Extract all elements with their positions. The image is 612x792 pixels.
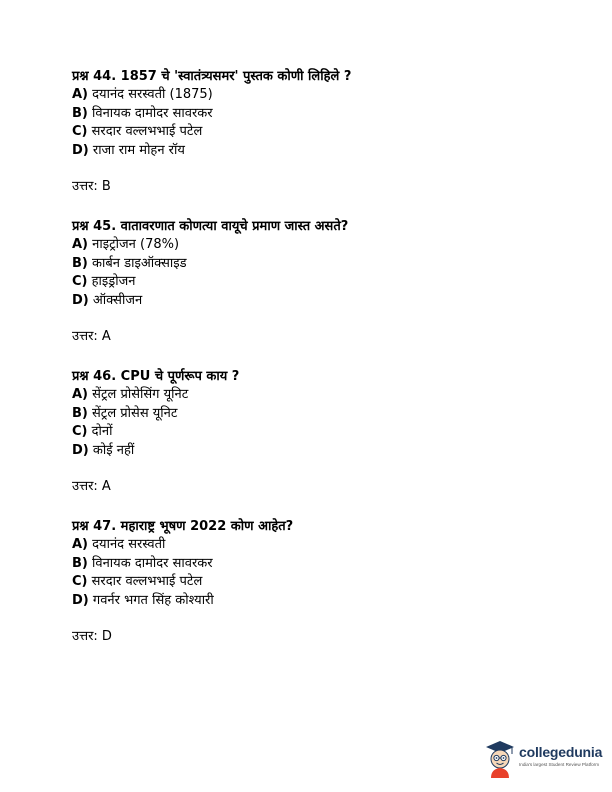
option-text: गवर्नर भगत सिंह कोश्यारी bbox=[92, 592, 214, 608]
option-c bbox=[72, 123, 542, 142]
option-letter: C) bbox=[72, 274, 88, 289]
option-d bbox=[72, 442, 542, 461]
option-text: सरदार वल्लभभाई पटेल bbox=[91, 124, 203, 139]
option-text: विनायक दामोदर सावरकर bbox=[92, 555, 213, 571]
question-title: प्रश्न 44. 1857 चे 'स्वातंत्र्यसमर' पुस्तक कोणी लिहिले ? bbox=[72, 69, 352, 84]
logo-wordmark: collegedunia bbox=[519, 744, 603, 760]
option-letter: A) bbox=[72, 537, 89, 552]
option-text: नाइट्रोजन (78%) bbox=[92, 237, 180, 252]
question-list bbox=[72, 68, 542, 668]
option-b bbox=[72, 405, 542, 424]
option-letter: D) bbox=[72, 592, 89, 608]
answer-line: उत्तर: A bbox=[72, 479, 111, 494]
option-d bbox=[72, 592, 542, 611]
option-text: कार्बन डाइऑक्साइड bbox=[92, 255, 187, 271]
option-text: दोनों bbox=[91, 424, 113, 439]
collegedunia-logo bbox=[483, 738, 607, 778]
option-text: कोई नहीं bbox=[92, 442, 135, 458]
option-letter: B) bbox=[72, 255, 88, 271]
option-letter: A) bbox=[72, 237, 89, 252]
option-c bbox=[72, 273, 542, 292]
option-text: दयानंद सरस्वती (1875) bbox=[92, 87, 213, 102]
option-letter: D) bbox=[72, 142, 89, 158]
question-title: प्रश्न 45. वातावरणात कोणत्या वायूचे प्रमाण जास्त असते? bbox=[72, 219, 349, 234]
option-b bbox=[72, 105, 542, 124]
option-c bbox=[72, 423, 542, 442]
option-letter: B) bbox=[72, 555, 88, 571]
option-letter: C) bbox=[72, 424, 88, 439]
option-text: सेंट्रल प्रोसेस यूनिट bbox=[92, 405, 178, 421]
option-letter: D) bbox=[72, 442, 89, 458]
option-d bbox=[72, 142, 542, 161]
option-text: दयानंद सरस्वती bbox=[92, 537, 166, 552]
question-title: प्रश्न 47. महाराष्ट्र भूषण 2022 कोण आहेत? bbox=[72, 519, 294, 534]
option-text: हाइड्रोजन bbox=[91, 274, 136, 289]
option-b bbox=[72, 255, 542, 274]
question-title: प्रश्न 46. CPU चे पूर्णरूप काय ? bbox=[72, 369, 240, 384]
option-text: सरदार वल्लभभाई पटेल bbox=[91, 574, 203, 589]
option-a bbox=[72, 236, 542, 255]
question-block bbox=[72, 518, 542, 646]
option-letter: D) bbox=[72, 292, 89, 308]
option-text: ऑक्सीजन bbox=[92, 292, 143, 308]
option-text: विनायक दामोदर सावरकर bbox=[92, 105, 213, 121]
question-block bbox=[72, 68, 542, 196]
question-block bbox=[72, 368, 542, 496]
option-letter: C) bbox=[72, 574, 88, 589]
option-text: राजा राम मोहन रॉय bbox=[92, 142, 185, 158]
answer-line: उत्तर: A bbox=[72, 329, 111, 344]
option-letter: B) bbox=[72, 405, 88, 421]
option-b bbox=[72, 555, 542, 574]
answer-line: उत्तर: B bbox=[72, 179, 111, 194]
student-mascot-icon bbox=[483, 738, 517, 778]
answer-line: उत्तर: D bbox=[72, 629, 112, 644]
option-a bbox=[72, 86, 542, 105]
option-letter: A) bbox=[72, 387, 89, 402]
option-letter: A) bbox=[72, 87, 89, 102]
question-block bbox=[72, 218, 542, 346]
option-text: सेंट्रल प्रोसेसिंग यूनिट bbox=[92, 387, 189, 402]
option-letter: B) bbox=[72, 105, 88, 121]
option-d bbox=[72, 292, 542, 311]
logo-tagline: India's largest Student Review Platform bbox=[519, 762, 600, 767]
option-letter: C) bbox=[72, 124, 88, 139]
option-a bbox=[72, 386, 542, 405]
option-c bbox=[72, 573, 542, 592]
option-a bbox=[72, 536, 542, 555]
